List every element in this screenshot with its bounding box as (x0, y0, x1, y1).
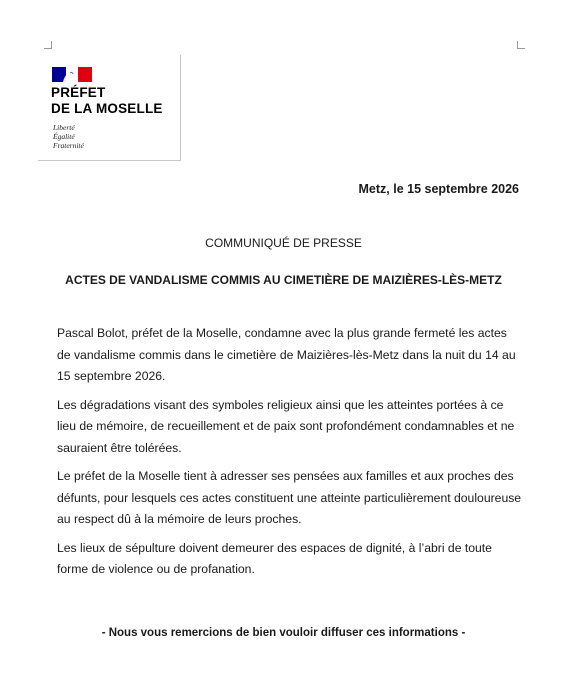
motto-liberte: Liberté (53, 123, 75, 132)
prefecture-name-line2: DE LA MOSELLE (51, 101, 163, 116)
body-paragraph: Pascal Bolot, préfet de la Moselle, condamne avec la plus grande fermeté les actes de vandalisme commis dans le cimetière de Maizières-lès-Metz dans la nuit du 14 au 15 septembre 2026. (57, 326, 516, 383)
body-paragraph: Les dégradations visant des symboles religieux ainsi que les atteintes portées à ce lieu de mémoire, de recueillement et de paix sont profondément condamnables et ne sauraient être tolérées. (57, 397, 515, 455)
crop-mark-top-right (517, 41, 525, 49)
republic-motto (53, 123, 84, 150)
motto-egalite: Égalité (53, 132, 75, 141)
prefecture-name-line1: PRÉFET (51, 85, 106, 100)
crop-mark-top-left (44, 41, 52, 49)
dateline: Metz, le 15 septembre 2026 (358, 182, 519, 196)
distribution-note: - Nous vous remercions de bien vouloir diffuser ces informations - (101, 627, 466, 639)
press-release-headline: ACTES DE VANDALISME COMMIS AU CIMETIÈRE DE MAIZIÈRES-LÈS-METZ (65, 273, 502, 287)
marianne-flag-icon (52, 67, 92, 82)
body-paragraph: Le préfet de la Moselle tient à adresser ses pensées aux familles et aux proches des défunts, pour lesquels ces actes constituent une atteinte particulièrement douloureuse au respect dû à la mémoire de leurs proches. (57, 469, 522, 526)
prefecture-logo-block (38, 55, 181, 161)
motto-fraternite: Fraternité (53, 141, 84, 150)
body-paragraph: Les lieux de sépulture doivent demeurer des espaces de dignité, à l’abri de toute forme de violence ou de profanation. (57, 540, 492, 576)
press-release-body (57, 323, 522, 588)
document-type: COMMUNIQUÉ DE PRESSE (205, 236, 362, 250)
